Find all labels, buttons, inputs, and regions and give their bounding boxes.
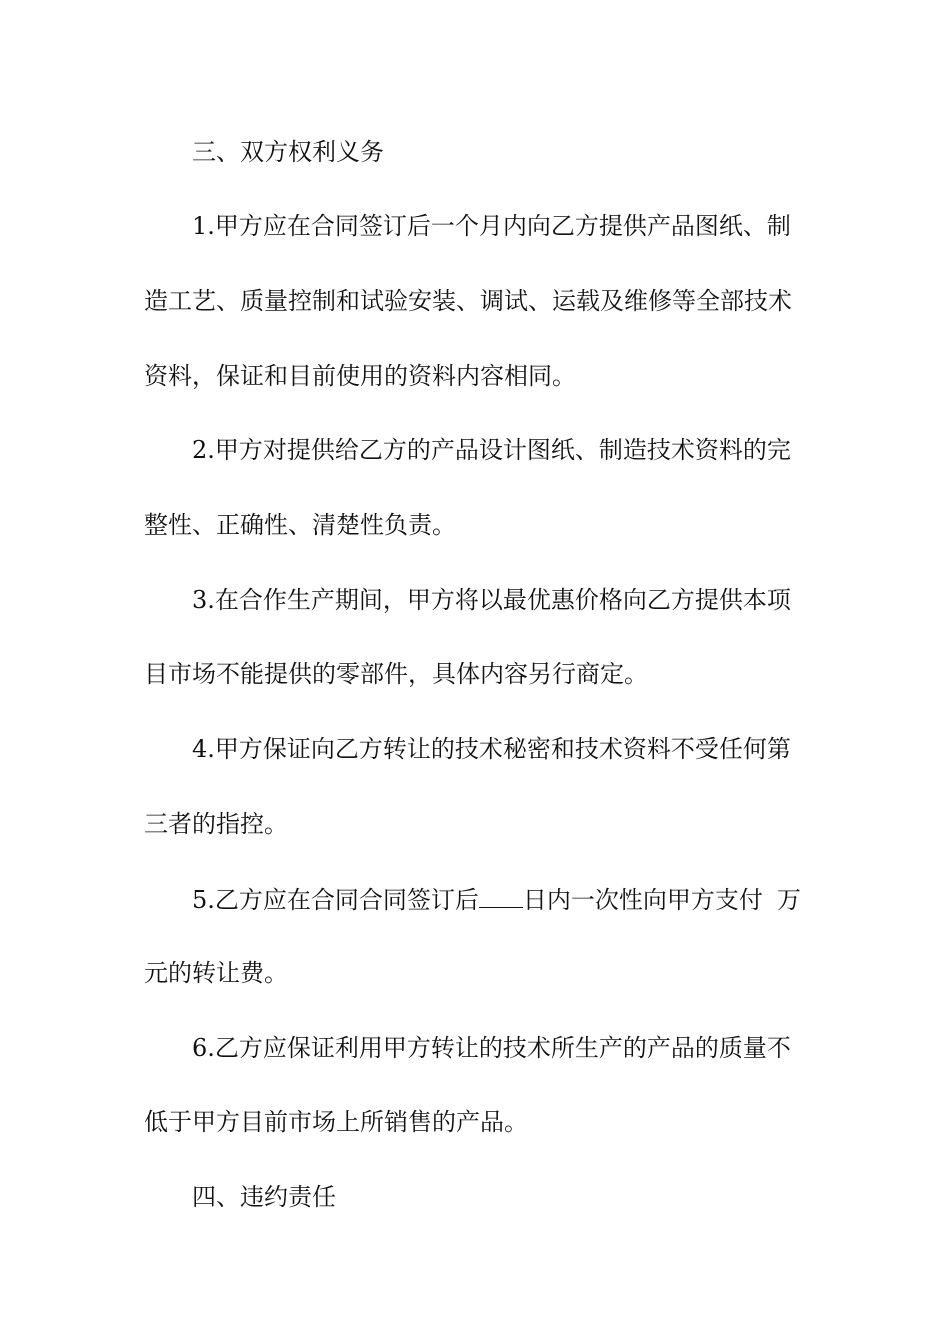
item-5-text-before-blank: 5.乙方应在合同合同签订后 [192,886,479,914]
item-1-line-1: 1.甲方应在合同签订后一个月内向乙方提供产品图纸、制 [192,212,791,240]
item-5-line-1 [192,883,806,915]
item-5-unit: 万 [776,886,801,914]
item-1-line-2: 造工艺、质量控制和试验安装、调试、运载及维修等全部技术 [144,287,792,315]
item-6-line-1: 6.乙方应保证利用甲方转让的技术所生产的产品的质量不 [192,1034,791,1062]
item-5-line-2: 元的转让费。 [144,959,288,987]
item-2-line-1: 2.甲方对提供给乙方的产品设计图纸、制造技术资料的完 [192,436,791,464]
item-3-line-2: 目市场不能提供的零部件，具体内容另行商定。 [144,660,648,688]
fill-in-blank [479,883,523,908]
item-5-text-after-blank: 日内一次性向甲方支付 [522,886,763,914]
item-6-line-2: 低于甲方目前市场上所销售的产品。 [144,1108,528,1136]
item-4-line-1: 4.甲方保证向乙方转让的技术秘密和技术资料不受任何第 [192,735,791,763]
section-3-heading: 三、双方权利义务 [192,138,384,166]
item-3-line-1: 3.在合作生产期间，甲方将以最优惠价格向乙方提供本项 [192,586,791,614]
section-4-heading: 四、违约责任 [192,1183,336,1211]
item-1-line-3: 资料，保证和目前使用的资料内容相同。 [144,362,576,390]
item-4-line-2: 三者的指控。 [144,810,288,838]
item-2-line-2: 整性、正确性、清楚性负责。 [144,511,456,539]
